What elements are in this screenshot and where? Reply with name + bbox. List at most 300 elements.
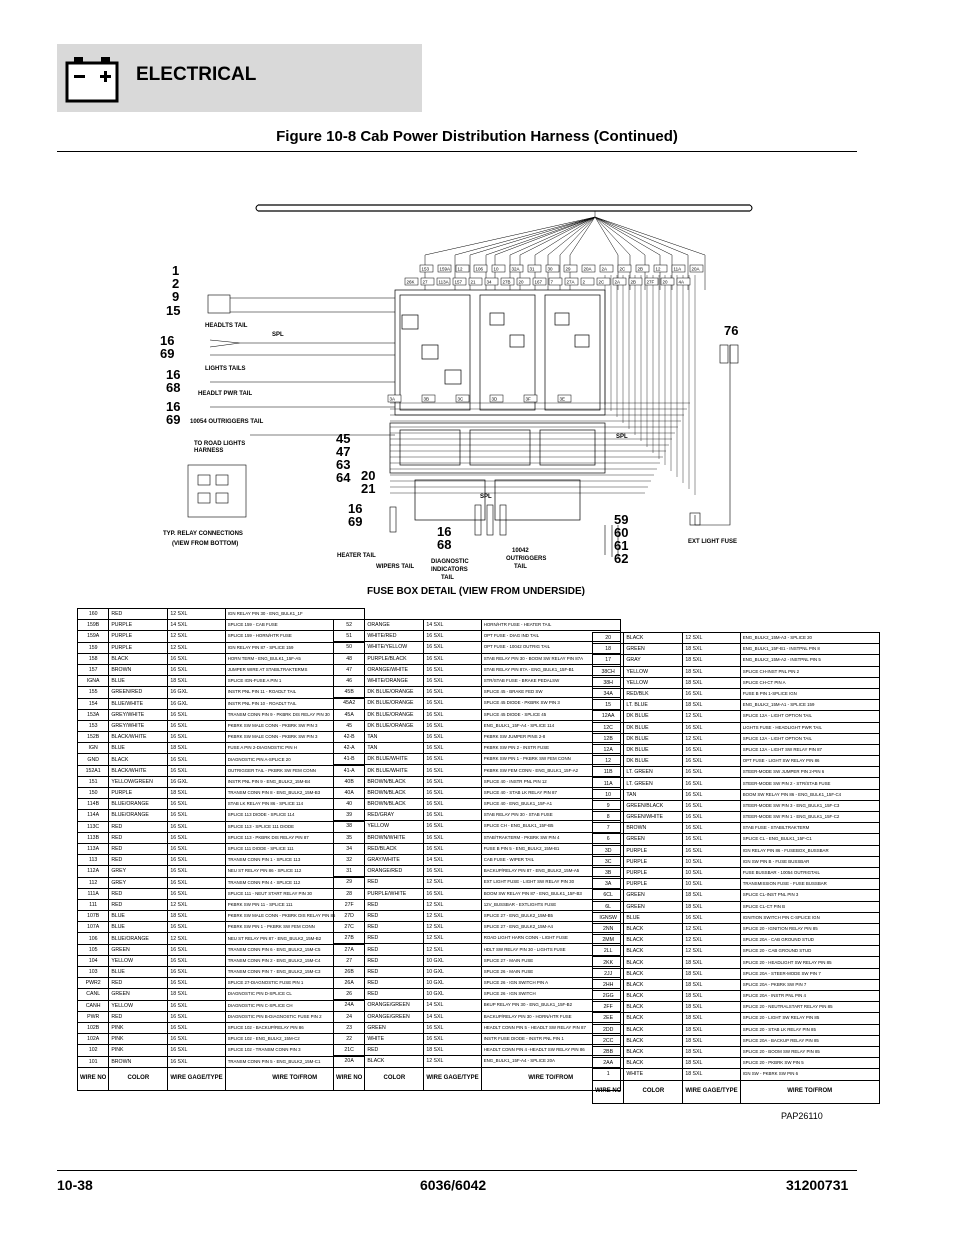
wire-gage: 16 SXL	[168, 967, 225, 978]
wire-to-from: STEER-MODE SW PIN 3 - ENG_BULK1_15F-C3	[740, 800, 879, 811]
wire-to-from: SPLICE 40 - ENG_BULK1_15F-A1	[481, 799, 620, 810]
wire-color: BLACK	[624, 957, 683, 968]
wire-gage: 16 SXL	[683, 778, 740, 789]
wire-to-from: JUMPER WIRE AT STABILTRAKTERMS	[225, 664, 364, 675]
table-row	[78, 788, 365, 799]
table-row	[334, 765, 621, 776]
wire-color: WHITE	[365, 1033, 424, 1044]
table-header-row	[334, 1067, 621, 1090]
wire-gage: 16 SXL	[168, 1011, 225, 1022]
label: SPL	[272, 332, 284, 338]
table-row	[334, 1045, 621, 1056]
wire-gage: 16 SXL	[424, 810, 481, 821]
column-header: WIRE GAGE/TYPE	[424, 1067, 481, 1090]
wire-to-from: TRANSM CONN PIN 8 - ENG_BULK2_15M-B3	[225, 788, 364, 799]
wire-gage: 18 SXL	[683, 901, 740, 912]
table-row	[334, 799, 621, 810]
wire-to-from: OPT FUSE - DIAG IND TAIL	[481, 631, 620, 642]
wire-number: 153A	[78, 709, 109, 720]
table-row	[593, 890, 880, 901]
wire-color: BROWN	[109, 664, 168, 675]
wire-number: 45B	[334, 687, 365, 698]
wire-color: ORANGE	[365, 620, 424, 631]
wire-to-from: TRANSM CONN PIN 7 - ENG_BULK2_15M-C3	[225, 967, 364, 978]
wire-gage: 16 SXL	[683, 845, 740, 856]
wire-number: 12C	[593, 722, 624, 733]
wire-gage: 18 SXL	[683, 1002, 740, 1013]
table-row	[593, 991, 880, 1002]
wire-number: 159	[78, 642, 109, 653]
wire-color: BLACK	[624, 946, 683, 957]
wire-color: RED	[109, 978, 168, 989]
wire-number: 102A	[78, 1034, 109, 1045]
wire-to-from: SPLICE 26 - IGN SWITCH	[481, 989, 620, 1000]
table-row	[593, 1035, 880, 1046]
wire-tag: 27	[422, 279, 428, 285]
table-row	[593, 688, 880, 699]
wire-color: WHITE/RED	[365, 631, 424, 642]
wire-number: 24A	[334, 1000, 365, 1011]
wire-to-from: IGN RELAY PIN 87 - SPLICE 159	[225, 642, 364, 653]
wire-to-from: SPLICE 102 - TRANSM CONN PIN 3	[225, 1045, 364, 1056]
table-row	[78, 664, 365, 675]
wire-gage: 16 SXL	[424, 888, 481, 899]
wire-color: DK BLUE	[624, 744, 683, 755]
wire-to-from: INSTR PNL PIN 9 - ENG_BULK2_15M-B4	[225, 776, 364, 787]
label: 10042	[512, 548, 529, 554]
wire-tag: 12	[655, 266, 661, 272]
wire-gage: 18 SXL	[683, 1069, 740, 1080]
wire-to-from: SPLICE 20A - STEER-MODE SW PIN 7	[740, 968, 879, 979]
wire-color: RED	[365, 899, 424, 910]
wire-to-from: STAB LK RELAY PIN 86 - SPLICE 114	[225, 799, 364, 810]
table-row	[334, 944, 621, 955]
wire-color: RED	[109, 888, 168, 899]
wire-to-from: TRANSM CONN PIN 2 - ENG_BULK2_15M-C4	[225, 955, 364, 966]
column-header: WIRE GAGE/TYPE	[168, 1067, 225, 1090]
wire-color: GREEN	[624, 834, 683, 845]
wire-color: RED/GRAY	[365, 810, 424, 821]
wire-color: BLUE	[109, 967, 168, 978]
wire-tag: 3D	[491, 396, 498, 402]
wire-to-from: SPLICE 20A - BACKUP RELAY PIN 85	[740, 1035, 879, 1046]
fuse-box	[390, 290, 605, 520]
wire-color: LT. GREEN	[624, 778, 683, 789]
wire-color: DK BLUE	[624, 756, 683, 767]
callout: 1	[172, 263, 180, 278]
wire-gage: 16 SXL	[168, 720, 225, 731]
wire-color: TAN	[365, 743, 424, 754]
table-row	[593, 957, 880, 968]
wire-gage: 16 SXL	[683, 834, 740, 845]
column-header: COLOR	[365, 1067, 424, 1090]
table-row	[593, 700, 880, 711]
wire-gage: 16 SXL	[683, 912, 740, 923]
wire-color: PURPLE	[109, 788, 168, 799]
wire-color: RED	[365, 966, 424, 977]
table-row	[593, 1046, 880, 1057]
wire-to-from: SPLICE 111 DIODE - SPLICE 111	[225, 843, 364, 854]
wire-gage: 12 SXL	[168, 631, 225, 642]
wire-gage: 18 SXL	[683, 1058, 740, 1069]
wire-color: BLUE	[109, 922, 168, 933]
wire-to-from: OPT FUSE - 10042 OUTRIG TAIL	[481, 642, 620, 653]
wire-to-from: ENG_BULK1_15F-B1 - INSTPNL PIN 8	[740, 644, 879, 655]
wire-to-from: PKBRK SW PIN 1 - PKBRK SW FEM CONN	[225, 922, 364, 933]
wire-to-from: SPLICE IGN-FUSE A PIN 1	[225, 676, 364, 687]
wire-to-from: PKBRK SW MALE CONN - PKBRK SW PIN 3	[225, 732, 364, 743]
wire-tag: 21	[470, 279, 476, 285]
wire-color: RED	[365, 978, 424, 989]
table-row	[78, 687, 365, 698]
table-row	[78, 743, 365, 754]
callout: 68	[437, 537, 452, 552]
figure-code: PAP26110	[781, 1111, 823, 1121]
wire-gage: 16 SXL	[683, 756, 740, 767]
wire-number: 152A1	[78, 765, 109, 776]
wire-gage: 12 SXL	[424, 1056, 481, 1067]
wire-gage: 16 SXL	[424, 631, 481, 642]
table-header-row	[593, 1080, 880, 1103]
header-rule	[57, 151, 857, 152]
table-row	[78, 609, 365, 620]
wire-tag: 159A	[439, 266, 451, 272]
wire-number: 39	[334, 810, 365, 821]
table-row	[334, 698, 621, 709]
table-row	[593, 756, 880, 767]
wire-to-from: OUTRIGGER TAIL - PKBRK SW FEM CONN	[225, 765, 364, 776]
wire-gage: 16 SXL	[168, 732, 225, 743]
wire-to-from: IGN RELAY PIN 86 - FUSEBOX_BUSSBAR	[740, 845, 879, 856]
wire-number: 32	[334, 854, 365, 865]
wire-number: 6	[593, 834, 624, 845]
wire-color: WHITE/YELLOW	[365, 642, 424, 653]
wire-color: RED	[365, 910, 424, 921]
wire-number: 48	[334, 653, 365, 664]
table-row	[334, 653, 621, 664]
table-row	[334, 631, 621, 642]
wire-color: RED	[109, 855, 168, 866]
wire-to-from: SPLICE CL - ENG_BULK1_15F-C1	[740, 834, 879, 845]
wire-number: 52	[334, 620, 365, 631]
table-row	[593, 856, 880, 867]
table-row	[334, 1011, 621, 1022]
wire-to-from: PKBRK SW MALE CONN - PKBRK SW PIN 3	[225, 720, 364, 731]
table-row	[334, 978, 621, 989]
wire-number: 2FF	[593, 1002, 624, 1013]
wire-number: 111	[78, 899, 109, 910]
wire-tag: 113A	[438, 279, 449, 285]
wire-gage: 18 SXL	[683, 700, 740, 711]
callout: 69	[348, 514, 363, 529]
wire-to-from: IGN SW PIN B - FUSE BUSSBAR	[740, 856, 879, 867]
table-row	[334, 664, 621, 675]
wire-to-from: SPLICE 159 - CAB FUSE	[225, 620, 364, 631]
wire-tag: 2	[582, 279, 586, 285]
wire-gage: 16 SXL	[168, 799, 225, 810]
wire-gage: 18 SXL	[168, 743, 225, 754]
wire-number: 158	[78, 653, 109, 664]
wire-tag: 30	[547, 266, 553, 272]
wire-gage: 12 SXL	[683, 923, 740, 934]
table-row	[78, 922, 365, 933]
wire-gage: 16 SXL	[683, 812, 740, 823]
wire-gage: 16 SXL	[683, 823, 740, 834]
wire-gage: 16 SXL	[683, 688, 740, 699]
wire-color: BLACK	[624, 633, 683, 644]
wire-to-from: SPLICE 12A - LIGHT OPTION TAIL	[740, 733, 879, 744]
wire-to-from: STAB RELAY PIN 30 - BOOM SW RELAY PIN 87A	[481, 653, 620, 664]
table-row	[334, 1022, 621, 1033]
wire-gage: 18 SXL	[683, 979, 740, 990]
wire-number: 159A	[78, 631, 109, 642]
wire-number: 17	[593, 655, 624, 666]
callout: 47	[336, 444, 351, 459]
wire-color: BLACK	[624, 1024, 683, 1035]
wire-gage: 14 SXL	[424, 854, 481, 865]
wire-number: 45A2	[334, 698, 365, 709]
wire-to-from: SPLICE CL-CT PIN B	[740, 901, 879, 912]
column-header: WIRE NO	[334, 1067, 365, 1090]
wire-tag: 27A	[566, 279, 575, 285]
wire-number: 2AA	[593, 1058, 624, 1069]
wire-color: YELLOW	[109, 955, 168, 966]
table-row	[78, 955, 365, 966]
wire-to-from: DIAGNOSTIC PIN B-DIAGNOSTIC FUSE PIN 2	[225, 1011, 364, 1022]
wire-gage: 16 SXL	[168, 888, 225, 899]
wire-color: GREEN	[624, 644, 683, 655]
wire-number: 152B	[78, 732, 109, 743]
wire-to-from: SPLICE 20 - BOOM SW RELAY PIN 85	[740, 1046, 879, 1057]
wire-number: 47	[334, 664, 365, 675]
wire-tag: 27B	[502, 279, 511, 285]
battery-icon	[65, 54, 119, 103]
wire-to-from: ENG_BULK1_15F-A4 - SPLICE 114	[481, 720, 620, 731]
table-row	[78, 810, 365, 821]
wire-number: PWR	[78, 1011, 109, 1022]
wire-number: IGN	[78, 743, 109, 754]
table-row	[593, 711, 880, 722]
wire-gage: 12 SXL	[168, 899, 225, 910]
wire-gage: 18 SXL	[168, 911, 225, 922]
wire-gage: 16 SXL	[424, 687, 481, 698]
wire-color: BLACK	[624, 991, 683, 1002]
table-row	[593, 655, 880, 666]
wire-tags	[388, 265, 703, 402]
wire-gage: 18 SXL	[683, 1046, 740, 1057]
column-header: WIRE NO	[78, 1067, 109, 1090]
wire-color: PURPLE	[109, 631, 168, 642]
wire-to-from: DIAGNOSTIC PIN C-SPLICE CH	[225, 1000, 364, 1011]
table-row	[78, 877, 365, 888]
wire-number: 2MM	[593, 935, 624, 946]
callout: 59	[614, 512, 629, 527]
wire-color: DK BLUE/WHITE	[365, 765, 424, 776]
wire-gage: 16 SXL	[168, 1056, 225, 1067]
table-row	[593, 767, 880, 778]
wire-to-from: SPLICE CH-INST PNL PIN 2	[740, 666, 879, 677]
wire-to-from: BKUP RELAY PIN 30 - ENG_BULK1_15F-B2	[481, 1000, 620, 1011]
wire-gage: 18 SXL	[683, 644, 740, 655]
wire-color: ORANGE/WHITE	[365, 664, 424, 675]
wire-to-from: HORN TERM - ENG_BULK1_15F-A5	[225, 653, 364, 664]
wire-to-from: ENG_BULK2_15M-A3 - SPLICE 20	[740, 633, 879, 644]
wire-color: GREEN	[624, 890, 683, 901]
wire-number: 34A	[593, 688, 624, 699]
wire-number: 40	[334, 799, 365, 810]
wire-to-from: SPLICE 45 - BRAKE FED SW	[481, 687, 620, 698]
label: HARNESS	[194, 448, 224, 454]
callout-numbers	[160, 263, 738, 566]
wire-color: PURPLE	[624, 867, 683, 878]
label: WIPERS TAIL	[376, 564, 415, 570]
wire-to-from: EXT LIGHT FUSE - LIGHT SW RELAY PIN 30	[481, 877, 620, 888]
wire-color: GREEN	[109, 944, 168, 955]
wire-number: 105	[78, 944, 109, 955]
wire-color: BLACK	[624, 1035, 683, 1046]
wire-number: 103	[78, 967, 109, 978]
wire-to-from: BACKUP/RELAY PIN 30 - HORN/HTR FUSE	[481, 1011, 620, 1022]
table-row	[593, 1058, 880, 1069]
wire-to-from: SPLICE 20A - CAB GROUND STUD	[740, 935, 879, 946]
wire-color: GREEN/RED	[109, 687, 168, 698]
wire-tag: 3A	[389, 396, 396, 402]
table-row	[593, 733, 880, 744]
wire-gage: 16 SXL	[424, 653, 481, 664]
wire-color: WHITE	[624, 1069, 683, 1080]
column-header: WIRE NO	[593, 1080, 624, 1103]
wire-to-from: SPLICE 159 - HORN/HTR FUSE	[225, 631, 364, 642]
wire-to-from: STAB FUSE - STABILTRAKTERM	[740, 823, 879, 834]
wire-gage: 16 SXL	[424, 642, 481, 653]
wire-to-from: STAB RELAY PIN 30 - STAB FUSE	[481, 810, 620, 821]
wire-gage: 12 SXL	[424, 933, 481, 944]
wire-number: 9	[593, 800, 624, 811]
wire-tag: 167	[534, 279, 543, 285]
wire-gage: 16 SXL	[168, 843, 225, 854]
wire-to-from: DIAGNOSTIC PIN D-SPLICE CL	[225, 989, 364, 1000]
wire-number: 27A	[334, 944, 365, 955]
wire-to-from: INSTR FUSE DIODE - INSTR PNL PIN 1	[481, 1033, 620, 1044]
wire-to-from: ENG_BULK2_15M-A1 - SPLICE 159	[740, 700, 879, 711]
wire-gage: 18 SXL	[168, 676, 225, 687]
wire-color: BLUE/ORANGE	[109, 810, 168, 821]
table-row	[334, 787, 621, 798]
fuse-box-wiring	[390, 275, 695, 495]
wire-gage: 16 SXL	[424, 821, 481, 832]
wire-number: 2EE	[593, 1013, 624, 1024]
table-row	[334, 776, 621, 787]
wire-color: RED	[365, 877, 424, 888]
wire-tag: 3E	[559, 396, 566, 402]
table-row	[78, 720, 365, 731]
table-row	[334, 832, 621, 843]
wire-color: PURPLE	[624, 856, 683, 867]
wire-number: 3C	[593, 856, 624, 867]
wire-color: BROWN/BLACK	[365, 776, 424, 787]
wire-color: RED	[365, 1045, 424, 1056]
wire-to-from: ROAD LIGHT HARN CONN - LIGHT FUSE	[481, 933, 620, 944]
table-row	[593, 845, 880, 856]
wire-gage: 16 SXL	[168, 877, 225, 888]
harness-diagram	[150, 195, 770, 605]
wire-to-from: CAB FUSE - WIPER TAIL	[481, 854, 620, 865]
wire-color: BLUE/ORANGE	[109, 933, 168, 944]
wire-to-from: NEU ST RELAY PIN 87 - ENG_BULK2_15M-B2	[225, 933, 364, 944]
wire-number: 26B	[334, 966, 365, 977]
wire-number: 28	[334, 888, 365, 899]
wire-to-from: PKBRK SW MALE CONN - PKBRK DIS RELAY PIN 86	[225, 911, 364, 922]
wire-color: RED	[109, 821, 168, 832]
wire-number: 114B	[78, 799, 109, 810]
wire-to-from: SPLICE CH-CT PIN A	[740, 677, 879, 688]
wire-color: BLUE	[624, 912, 683, 923]
wire-number: 27D	[334, 910, 365, 921]
wire-to-from: SPLICE 26 - IGN SWITCH PIN A	[481, 978, 620, 989]
table-row	[334, 1000, 621, 1011]
wire-color: GREY/WHITE	[109, 709, 168, 720]
wire-color: PINK	[109, 1034, 168, 1045]
wire-to-from: TRANSM CONN PIN 1 - SPLICE 113	[225, 855, 364, 866]
wire-color: RED	[365, 922, 424, 933]
callout: 21	[361, 481, 376, 496]
wire-color: RED	[365, 933, 424, 944]
wire-to-from: PKBRK SW FEM CONN - ENG_BULK1_15F-A2	[481, 765, 620, 776]
wire-gage: 16 SXL	[683, 722, 740, 733]
wire-color: YELLOW	[624, 666, 683, 677]
wire-to-from: PKBRK SW PIN 1 - PKBRK SW FEM CONN	[481, 754, 620, 765]
wire-tag: 11A	[673, 266, 682, 272]
table-row	[334, 843, 621, 854]
table-row	[78, 866, 365, 877]
wire-to-from: SPLICE 27 - ENG_BULK2_15M-A4	[481, 922, 620, 933]
label: HEATER TAIL	[337, 553, 376, 559]
table-row	[334, 966, 621, 977]
wire-number: 51	[334, 631, 365, 642]
wire-table-3	[592, 632, 880, 1104]
wire-color: BROWN	[109, 1056, 168, 1067]
wire-color: YELLOW	[109, 1000, 168, 1011]
wire-gage: 16 SXL	[683, 744, 740, 755]
wire-to-from: TRANSM CONN PIN 9 - PKBRK DIS RELAY PIN 30	[225, 709, 364, 720]
wire-color: BLUE	[109, 743, 168, 754]
wire-gage: 18 SXL	[683, 957, 740, 968]
wire-number: 38	[334, 821, 365, 832]
label: HEADLT PWR TAIL	[198, 391, 253, 397]
wire-number: 106	[78, 933, 109, 944]
wire-gage: 12 SXL	[424, 877, 481, 888]
wire-gage: 12 SXL	[424, 922, 481, 933]
table-row	[78, 776, 365, 787]
wire-gage: 16 SXL	[424, 664, 481, 675]
wire-color: BLUE/WHITE	[109, 698, 168, 709]
wire-tag: 2B	[637, 266, 644, 272]
callout: 16	[348, 501, 363, 516]
wire-color: BLUE/ORANGE	[109, 799, 168, 810]
wire-number: 107B	[78, 911, 109, 922]
table-row	[334, 989, 621, 1000]
wire-gage: 16 SXL	[424, 787, 481, 798]
wire-color: RED	[109, 609, 168, 620]
column-header: WIRE TO/FROM	[481, 1067, 620, 1090]
wire-gage: 18 SXL	[683, 1024, 740, 1035]
wire-number: 107A	[78, 922, 109, 933]
wire-color: RED	[109, 899, 168, 910]
table-row	[593, 979, 880, 990]
wire-color: ORANGE/RED	[365, 866, 424, 877]
wire-gage: 16 SXL	[168, 754, 225, 765]
label: (VIEW FROM BOTTOM)	[172, 541, 239, 547]
